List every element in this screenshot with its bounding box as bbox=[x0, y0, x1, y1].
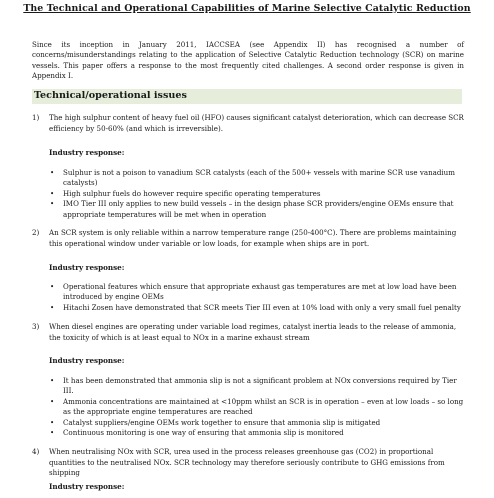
list-item bbox=[49, 282, 467, 303]
list-item bbox=[49, 418, 467, 428]
issue-text: An SCR system is only reliable within a narrow temperature range (250-400°C). There are problems maintaining this operational window under variable or low loads, for example when ships are in port. bbox=[49, 228, 457, 248]
list-item bbox=[49, 428, 467, 438]
bullet-icon: • bbox=[50, 282, 55, 291]
issue-text: When diesel engines are operating under variable load regimes, catalyst inertia leads to the release of ammonia, the toxicity of which is at least equal to NOx in a marine exhaust stream bbox=[49, 322, 457, 342]
industry-response-label: Industry response: bbox=[49, 148, 125, 157]
bullet-text: Continuous monitoring is one way of ensuring that ammonia slip is monitored bbox=[63, 428, 344, 438]
bullet-icon: • bbox=[50, 168, 55, 177]
issue-number: 3) bbox=[32, 322, 40, 331]
list-item bbox=[49, 189, 467, 199]
issue-text: When neutralising NOx with SCR, urea used in the process releases greenhouse gas (CO2) in proportional quantities to the neutralised NOx. SCR technology may therefore seriously contribute to GHG emissions from shipping bbox=[49, 447, 445, 477]
industry-response-label: Industry response: bbox=[49, 356, 125, 365]
list-item bbox=[49, 376, 467, 397]
industry-response-label: Industry response: bbox=[49, 482, 125, 491]
industry-response-label: Industry response: bbox=[49, 263, 125, 272]
section-heading: Technical/operational issues bbox=[34, 90, 187, 101]
issue-number: 4) bbox=[32, 447, 40, 456]
bullet-text: Catalyst suppliers/engine OEMs work together to ensure that ammonia slip is mitigated bbox=[63, 417, 381, 427]
bullet-text: Ammonia concentrations are maintained at <10ppm whilst an SCR is in operation – even at low loads – so long as the appropriate engine temperatures are reached bbox=[63, 396, 464, 417]
document-title: The Technical and Operational Capabilities of Marine Selective Catalytic Reduction bbox=[23, 3, 471, 14]
list-item bbox=[49, 303, 467, 313]
bullet-text: High sulphur fuels do however require specific operating temperatures bbox=[63, 188, 321, 198]
list-item bbox=[49, 199, 467, 220]
bullet-text: IMO Tier III only applies to new build vessels – in the design phase SCR providers/engine OEMs ensure that appropriate temperatures will be met when in operation bbox=[63, 199, 454, 219]
bullet-text: Hitachi Zosen have demonstrated that SCR meets Tier III even at 10% load with only a very small fuel penalty bbox=[63, 302, 461, 312]
list-item bbox=[49, 168, 467, 189]
bullet-icon: • bbox=[50, 302, 55, 312]
bullet-icon: • bbox=[50, 428, 55, 438]
bullet-icon: • bbox=[50, 199, 55, 209]
issue-number: 2) bbox=[32, 228, 40, 237]
bullet-text: Sulphur is not a poison to vanadium SCR catalysts (each of the 500+ vessels with marine SCR use vanadium catalysts) bbox=[63, 168, 455, 188]
list-item bbox=[49, 397, 467, 418]
bullet-text: Operational features which ensure that appropriate exhaust gas temperatures are met at low load have been introduced by engine OEMs bbox=[63, 282, 457, 302]
bullet-icon: • bbox=[50, 188, 55, 198]
issue-text: The high sulphur content of heavy fuel oil (HFO) causes significant catalyst deterioration, which can decrease SCR efficiency by 50-60% (and which is irreversible). bbox=[49, 113, 464, 133]
bullet-icon: • bbox=[50, 417, 55, 427]
bullet-text: It has been demonstrated that ammonia slip is not a significant problem at NOx conversions required by Tier III. bbox=[63, 376, 457, 396]
response-bullet-list bbox=[49, 376, 467, 438]
response-bullet-list bbox=[49, 168, 467, 220]
bullet-icon: • bbox=[50, 376, 55, 385]
bullet-icon: • bbox=[50, 396, 55, 406]
intro-paragraph: Since its inception in January 2011, IACCSEA (see Appendix II) has recognised a number of concerns/misunderstandings relating to the application of Selective Catalytic Reduction technology (SCR) on marine vessels. This paper offers a response to the most frequently cited challenges. A second order response is given in Appendix I. bbox=[32, 40, 464, 81]
response-bullet-list bbox=[49, 282, 467, 313]
issue-number: 1) bbox=[32, 113, 40, 122]
